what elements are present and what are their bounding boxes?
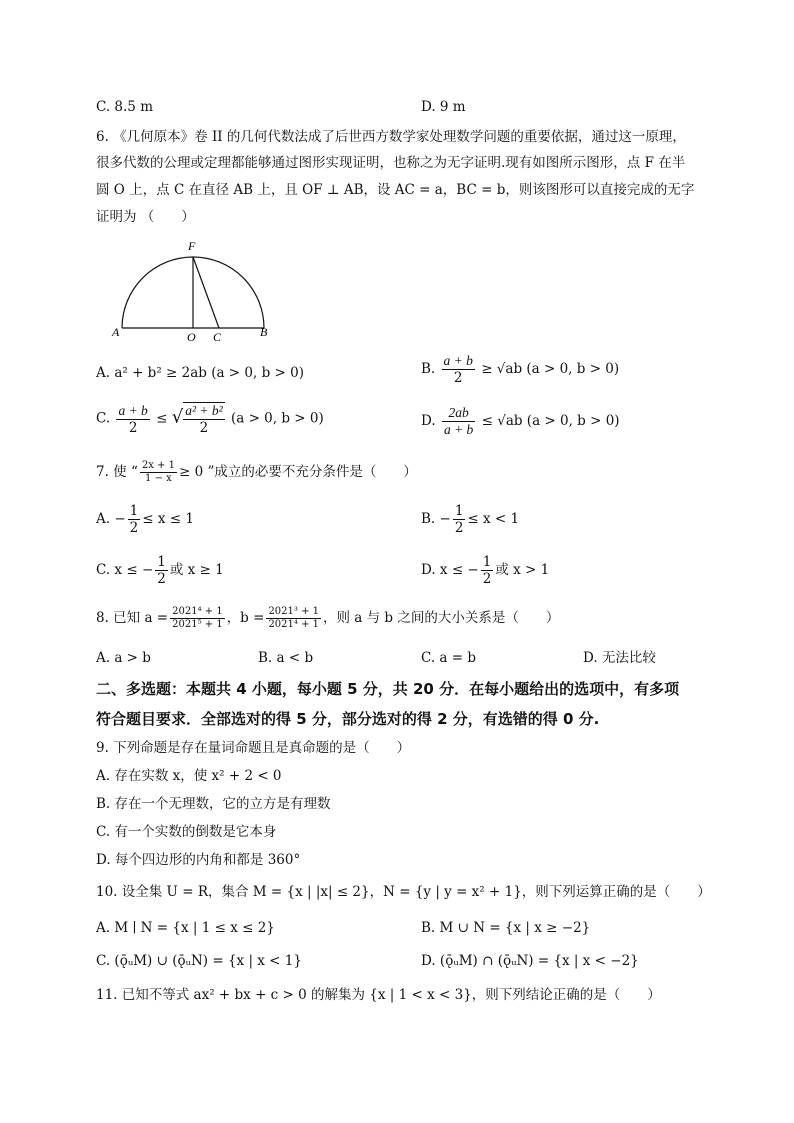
q10-option-d: D. (ǭᵤM) ∩ (ǭᵤN) = {x | x < −2} [421, 953, 639, 969]
q6d-rest: ≤ √ab (a > 0, b > 0) [481, 413, 620, 429]
q7-fraction: $\frac{2x + 1}{1 - x}$ [141, 460, 175, 484]
label-o: O [187, 330, 196, 342]
q7c-half: $\frac{1}{2}$ [157, 554, 166, 587]
q6b-rest: ≥ √ab (a > 0, b > 0) [481, 361, 620, 377]
q10-option-c: C. (ǭᵤM) ∪ (ǭᵤN) = {x | x < 1} [96, 953, 302, 969]
q7-option-d [421, 554, 549, 587]
q8-stem [96, 606, 559, 631]
q11-stem: 11. 已知不等式 ax² + bx + c > 0 的解集为 {x | 1 < x < 3}，则下列结论正确的是（ ） [96, 987, 661, 1003]
q6c-prefix: C. [96, 410, 111, 427]
q7d-rest: 或 x > 1 [495, 562, 550, 578]
q8-b-fraction: $\frac{\text{2021³ + 1}}{\text{2021⁴ + 1}}$ [268, 606, 319, 630]
q8-option-c: C. a = b [421, 650, 477, 666]
q8-option-a: A. a > b [96, 650, 151, 666]
q7d-prefix: D. x ≤ − [421, 562, 479, 578]
q7-stem [96, 460, 417, 485]
q6c-fraction: $\frac{a + b}{2}$ [118, 402, 148, 436]
label-c: C [213, 330, 222, 342]
sqrt-sign: √ [171, 406, 184, 428]
q8-mid: ，b = [226, 610, 265, 626]
q6b-prefix: B. [421, 361, 436, 377]
q9-option-b: B. 存在一个无理数，它的立方是有理数 [96, 796, 331, 812]
q6b-fraction: $\frac{a + b}{2}$ [443, 353, 473, 386]
q7-prefix: 7. 使 “ [96, 464, 138, 480]
q7c-prefix: C. x ≤ − [96, 562, 154, 578]
q7b-prefix: B. − [421, 511, 451, 527]
q7-option-a [96, 503, 194, 536]
q6d-fraction: $\frac{2ab}{a + b}$ [443, 405, 474, 437]
q6-option-b [421, 353, 619, 386]
q6c-rest: (a > 0, b > 0) [230, 410, 324, 427]
q10-option-a: A. M ∣ N = {x | 1 ≤ x ≤ 2} [96, 920, 275, 936]
q10-option-b: B. M ∪ N = {x | x ≥ −2} [421, 920, 591, 936]
q7a-prefix: A. − [96, 511, 126, 527]
q7-suffix: ≥ 0 ”成立的必要不充分条件是（ ） [178, 464, 417, 480]
q6-stem-line3: 圆 O 上，点 C 在直径 AB 上，且 OF ⊥ AB，设 AC = a，BC = b，则该图形可以直接完成的无字 [96, 182, 695, 198]
q7b-rest: ≤ x < 1 [467, 511, 520, 527]
label-a: A [112, 325, 120, 339]
q8-option-b: B. a < b [258, 650, 314, 666]
q8-suffix: ，则 a 与 b 之间的大小关系是（ ） [323, 610, 560, 626]
q7a-half: $\frac{1}{2}$ [129, 503, 139, 536]
q5-option-c: C. 8.5 m [96, 99, 153, 115]
q6-option-d [421, 405, 620, 438]
q6-stem-line1: 6. 《几何原本》卷 II 的几何代数法成了后世西方数学家处理数学问题的重要依据，通过这一原理， [96, 129, 686, 145]
q6c-mid: ≤ [156, 410, 168, 427]
q9-stem: 9. 下列命题是存在量词命题且是真命题的是（ ） [96, 740, 411, 756]
section2-heading-line1: 二、多选题：本题共 4 小题，每小题 5 分，共 20 分．在每小题给出的选项中，有多项 [96, 680, 680, 698]
q7-option-b [421, 503, 519, 536]
q9-option-d: D. 每个四边形的内角和都是 360° [96, 852, 301, 868]
q5-option-d: D. 9 m [421, 99, 466, 115]
q7-option-c [96, 554, 224, 587]
q9-option-c: C. 有一个实数的倒数是它本身 [96, 824, 277, 840]
q6-option-c [96, 402, 324, 436]
q10-stem: 10. 设全集 U = R，集合 M = {x | |x| ≤ 2}，N = {y | y = x² + 1}，则下列运算正确的是（ ） [96, 884, 711, 900]
q7b-half: $\frac{1}{2}$ [454, 503, 464, 536]
segment-fc [193, 257, 219, 328]
semicircle-figure [108, 236, 278, 342]
q6-option-a: A. a² + b² ≥ 2ab (a > 0, b > 0) [96, 365, 304, 381]
section2-heading-line2: 符合题目要求．全部选对的得 5 分，部分选对的得 2 分，有选错的得 0 分. [96, 710, 600, 728]
q7c-rest: 或 x ≥ 1 [169, 562, 224, 578]
q8-prefix: 8. 已知 a = [96, 610, 169, 626]
label-b: B [260, 325, 268, 339]
q8-a-fraction: $\frac{\text{2021⁴ + 1}}{\text{2021⁵ + 1}}$ [172, 606, 223, 630]
q7a-rest: ≤ x ≤ 1 [142, 511, 194, 527]
q8-option-d: D. 无法比较 [583, 650, 656, 666]
q6-stem-line4: 证明为 （ ） [96, 209, 195, 225]
q9-option-a: A. 存在实数 x，使 x² + 2 < 0 [96, 768, 282, 784]
q6d-prefix: D. [421, 413, 436, 429]
q7d-half: $\frac{1}{2}$ [482, 554, 492, 587]
q6c-root-fraction: $\frac{\text{a² + b²}}{2}$ [185, 403, 223, 436]
q6-stem-line2: 很多代数的公理或定理都能够通过图形实现证明，也称之为无字证明.现有如图所示图形，点 F 在半 [96, 155, 686, 171]
label-f: F [188, 239, 196, 253]
